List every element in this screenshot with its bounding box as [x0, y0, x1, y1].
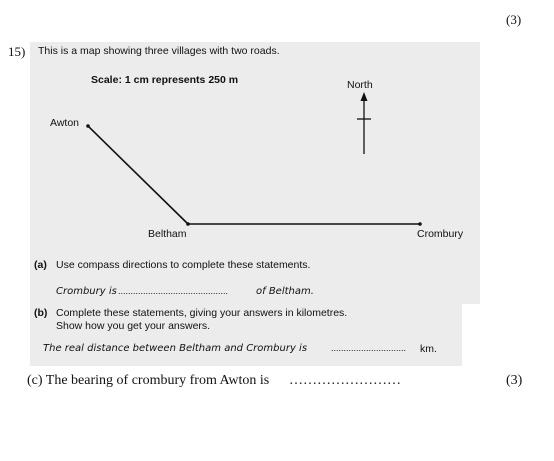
part-a-label: (a) — [34, 259, 47, 271]
village-label-crombury: Crombury — [417, 228, 464, 240]
top-marks: (3) — [506, 12, 522, 27]
part-c-marks: (3) — [506, 373, 523, 388]
village-label-awton: Awton — [50, 117, 79, 129]
north-label: North — [347, 79, 373, 91]
part-c-answer-blank[interactable]: …………………… — [289, 373, 401, 388]
village-label-beltham: Beltham — [148, 228, 187, 240]
part-b-instruction-1: Complete these statements, giving your answers in kilometres. — [56, 307, 348, 319]
part-b-answer-blank[interactable]: .............................. — [331, 343, 407, 353]
part-b-instruction-2: Show how you get your answers. — [56, 320, 211, 332]
part-a-answer-blank[interactable]: ............................................ — [118, 286, 229, 296]
village-dot-beltham — [186, 222, 190, 226]
part-a-statement-end: of Beltham. — [256, 286, 314, 297]
village-dot-crombury — [418, 222, 422, 226]
part-b-label: (b) — [34, 307, 48, 319]
question-number: 15) — [8, 44, 26, 59]
part-b-unit: km. — [420, 343, 437, 355]
part-b-statement-start: The real distance between Beltham and Crombury is — [43, 343, 308, 354]
village-dot-awton — [86, 124, 90, 128]
north-arrow-icon — [357, 92, 371, 154]
part-c-question: (c) The bearing of crombury from Awton is — [27, 373, 270, 388]
road-awton-beltham — [88, 126, 188, 224]
map-scale: Scale: 1 cm represents 250 m — [91, 74, 239, 86]
part-a-statement-start: Crombury is — [56, 286, 117, 297]
question-intro: This is a map showing three villages with two roads. — [38, 45, 280, 57]
part-a-instruction: Use compass directions to complete these statements. — [56, 259, 311, 271]
